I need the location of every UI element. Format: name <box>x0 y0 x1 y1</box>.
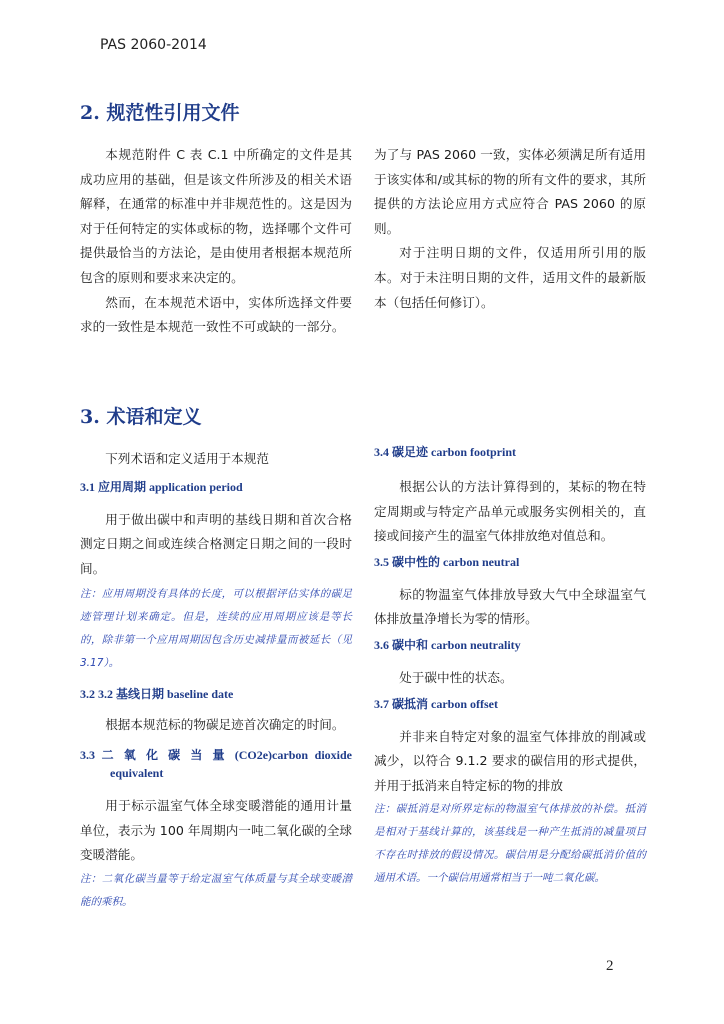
term-3-1-note: 注：应用周期没有具体的长度，可以根据评估实体的碳足迹管理计划来确定。但是，连续的应用周期应该是等长的，除非第一个应用周期因包含历史减排量而被延长（见 3.17）。 <box>80 588 352 670</box>
section-3-left-column <box>80 447 352 914</box>
section-2-paragraph-4: 对于注明日期的文件，仅适用所引用的版本。对于未注明日期的文件，适用文件的最新版本（包括任何修订）。 <box>374 245 646 310</box>
section-2-paragraph-3: 为了与 PAS 2060 一致，实体必须满足所有适用于该实体和/或其标的物的所有文件的要求，其所提供的方法论应用方式应符合 PAS 2060 的原则。 <box>374 147 646 236</box>
section-2-paragraph-1: 本规范附件 C 表 C.1 中所确定的文件是其成功应用的基础，但是该文件所涉及的相关术语解释，在通常的标准中并非规范性的。这是因为对于任何特定的实体或标的物，选择哪个文件可提供最恰当的方法论，是由使用者根据本规范所包含的原则和要求来决定的。 <box>80 147 352 285</box>
term-3-6-definition: 处于碳中性的状态。 <box>399 669 513 685</box>
section-3-right-column <box>374 443 646 890</box>
term-3-4-heading: 3.4 碳足迹 carbon footprint <box>374 445 516 459</box>
section-2-paragraph-2: 然而，在本规范术语中，实体所选择文件要求的一致性是本规范一致性不可或缺的一部分。 <box>80 294 352 335</box>
page-number: 2 <box>606 958 614 974</box>
term-3-2-definition: 根据本规范标的物碳足迹首次确定的时间。 <box>105 717 345 733</box>
term-3-1-heading: 3.1 应用周期 application period <box>80 479 243 494</box>
section-3-title: 3. 术语和定义 <box>80 406 202 428</box>
term-3-5-definition: 标的物温室气体排放导致大气中全球温室气体排放量净增长为零的情形。 <box>374 586 646 627</box>
section-2-left-column <box>80 143 352 340</box>
term-3-3-heading-cont: equivalent <box>110 765 164 780</box>
term-3-7-note: 注：碳抵消是对所界定标的物温室气体排放的补偿。抵消是相对于基线计算的，该基线是一种产生抵消的减量项目不存在时排放的假设情况。碳信用是分配给碳抵消价值的通用术语。一个碳信用通常相当于一吨二氧化碳。 <box>374 803 646 885</box>
term-3-1-definition: 用于做出碳中和声明的基线日期和首次合格测定日期之间或连续合格测定日期之间的一段时间。 <box>80 511 352 576</box>
terms-intro: 下列术语和定义适用于本规范 <box>105 451 269 466</box>
term-3-3-heading: 3.3 二 氧 化 碳 当 量 (CO2e)carbon dioxide <box>80 747 352 762</box>
term-3-6-heading: 3.6 碳中和 carbon neutrality <box>374 637 521 652</box>
term-3-4-definition: 根据公认的方法计算得到的，某标的物在特定周期或与特定产品单元或服务实例相关的，直接或间接产生的温室气体排放绝对值总和。 <box>374 479 646 544</box>
term-3-2-heading: 3.2 3.2 基线日期 baseline date <box>80 687 234 702</box>
section-2-right-column <box>374 143 646 315</box>
term-3-7-heading: 3.7 碳抵消 carbon offset <box>374 696 498 711</box>
term-3-3-definition: 用于标示温室气体全球变暖潜能的通用计量单位，表示为 100 年周期内一吨二氧化碳的全球变暖潜能。 <box>80 797 352 863</box>
document-header: PAS 2060-2014 <box>100 37 207 53</box>
section-2-title: 2. 规范性引用文件 <box>80 102 240 124</box>
term-3-3-note: 注：二氧化碳当量等于给定温室气体质量与其全球变暖潜能的乘积。 <box>80 872 352 908</box>
term-3-7-definition: 并非来自特定对象的温室气体排放的削减或减少，以符合 9.1.2 要求的碳信用的形式提供，并用于抵消来自特定标的物的排放 <box>374 728 646 793</box>
term-3-5-heading: 3.5 碳中性的 carbon neutral <box>374 554 520 569</box>
